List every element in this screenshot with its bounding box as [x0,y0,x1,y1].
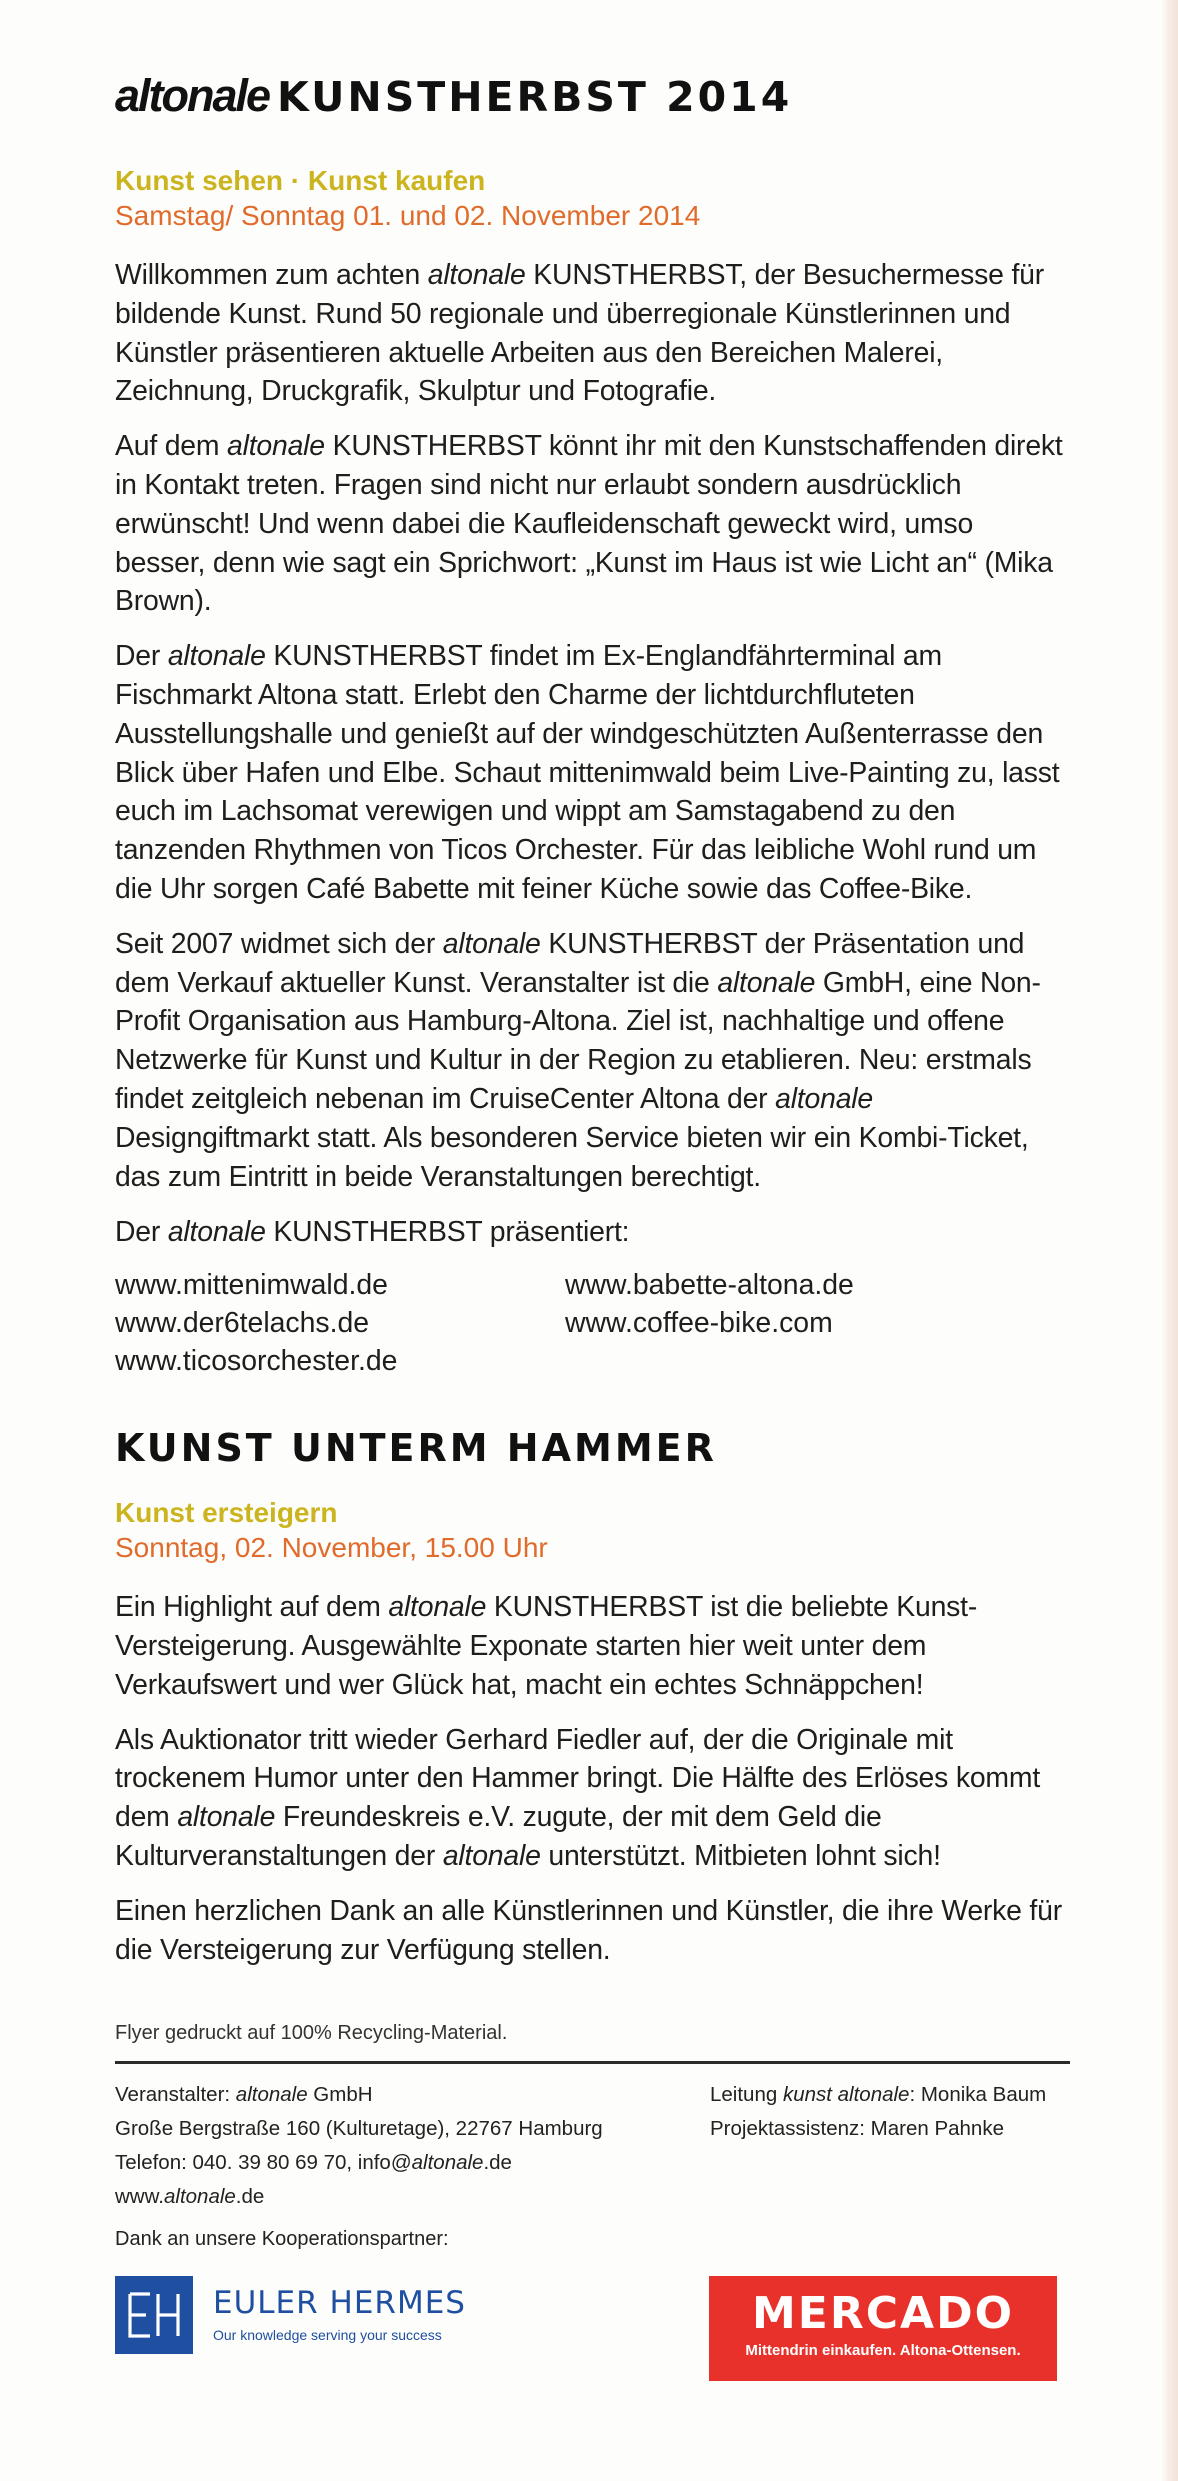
intro-paragraph-2: Auf dem altonale KUNSTHERBST könnt ihr mit den Kunstschaffenden direkt in Kontakt treten. Fragen sind nicht nur erlaubt sondern ausdrücklich erwünscht! Und wenn dabei die Kaufleidenschaft geweckt wird, umso besser, denn wie sagt ein Sprichwort: „Kunst im Haus ist wie Licht an“ (Mika Brown). [115,430,1063,618]
partners-label: Dank an unsere Kooperationspartner: [115,2228,449,2251]
auction-title: KUNST UNTERM HAMMER [115,1426,717,1471]
team-info [710,2078,1070,2214]
euler-hermes-name: EULER HERMES [213,2285,466,2322]
organizer-info [115,2078,603,2214]
organizer-line: Veranstalter: altonale GmbH [115,2083,373,2107]
euler-hermes-logo [115,2276,466,2354]
auction-date: Sonntag, 02. November, 15.00 Uhr [115,1532,548,1564]
address-line: Große Bergstraße 160 (Kulturetage), 22767 Hamburg [115,2117,603,2141]
footer-divider [115,2061,1070,2064]
assistant-line: Projektassistenz: Maren Pahnke [710,2117,1004,2141]
event-title: KUNSTHERBST 2014 [277,73,793,121]
link-ticosorchester[interactable]: www.ticosorchester.de [115,1345,398,1378]
kicker: Kunst sehen · Kunst kaufen [115,165,486,196]
link-mittenimwald[interactable]: www.mittenimwald.de [115,1269,388,1302]
intro-paragraph-1: Willkommen zum achten altonale KUNSTHERBST, der Besuchermesse für bildende Kunst. Rund 50 regionale und überregionale Künstlerinnen und Künstler präsentieren aktuelle Arbeiten aus den Bereichen Malerei, Zeichnung, Druckgrafik, Skulptur und Fotografie. [115,259,1044,408]
brand-logo-text: altonale [115,70,270,121]
main-title [115,70,1070,138]
euler-hermes-tagline: Our knowledge serving your success [213,2327,442,2344]
website-link[interactable]: www.altonale.de [115,2185,265,2209]
flyer-page [115,70,1070,2381]
intro-paragraph-3: Der altonale KUNSTHERBST findet im Ex-Englandfährterminal am Fischmarkt Altona statt. Erlebt den Charme der lichtdurchfluteten Ausstellungshalle und genießt auf der windgeschützten Außenterrasse den Blick über Hafen und Elbe. Schaut mittenimwald beim Live-Painting zu, lasst euch im Lachsomat verewigen und wippt am Samstagabend zu den tanzenden Rhythmen von Ticos Orchester. Für das leibliche Wohl rund um die Uhr sorgen Café Babette mit feiner Küche sowie das Coffee-Bike. [115,640,1060,905]
event-date: Samstag/ Sonntag 01. und 02. November 2014 [115,200,701,231]
mercado-name: MERCADO [752,2288,1014,2340]
recycling-note: Flyer gedruckt auf 100% Recycling-Material. [115,2022,508,2045]
auction-paragraph-3: Einen herzlichen Dank an alle Künstlerinnen und Künstler, die ihre Werke für die Versteigerung zur Verfügung stellen. [115,1894,1062,1966]
management-line: Leitung kunst altonale: Monika Baum [710,2083,1047,2107]
link-der6telachs[interactable]: www.der6telachs.de [115,1307,370,1340]
mercado-tagline: Mittendrin einkaufen. Altona-Ottensen. [745,2342,1021,2360]
auction-paragraph-2: Als Auktionator tritt wieder Gerhard Fiedler auf, der die Originale mit trockenem Humor unter den Hammer bringt. Die Hälfte des Erlöses kommt dem altonale Freundeskreis e.V. zugute, der mit dem Geld die Kulturveranstaltungen der altonale unterstützt. Mitbieten lohnt sich! [115,1723,1041,1872]
sponsor-logos [115,2276,1070,2381]
intro-paragraph-4: Seit 2007 widmet sich der altonale KUNSTHERBST der Präsentation und dem Verkauf aktueller Kunst. Veranstalter ist die altonale GmbH, eine Non-Profit Organisation aus Hamburg-Altona. Ziel ist, nachhaltige und offene Netzwerke für Kunst und Kultur in der Region zu etablieren. Neu: erstmals findet zeitgleich nebenan im CruiseCenter Altona der altonale Designgiftmarkt statt. Als besonderen Service bieten wir ein Kombi-Ticket, das zum Eintritt in beide Veranstaltungen berechtigt. [115,927,1041,1193]
auction-kicker: Kunst ersteigern [115,1497,338,1529]
euler-hermes-mark-icon [115,2276,193,2354]
phone-line: Telefon: 040. 39 80 69 70, info@altonale.de [115,2151,512,2175]
links-list [115,1266,1070,1380]
contacts [115,2078,1070,2214]
auction-paragraph-1: Ein Highlight auf dem altonale KUNSTHERBST ist die beliebte Kunst-Versteigerung. Ausgewählte Exponate starten hier weit unter dem Verkaufswert und wer Glück hat, macht ein echtes Schnäppchen! [115,1591,978,1701]
mercado-logo [709,2276,1057,2381]
link-babette[interactable]: www.babette-altona.de [565,1269,854,1302]
page-edge [1160,0,1178,2481]
link-coffee-bike[interactable]: www.coffee-bike.com [565,1307,833,1340]
presents-line: Der altonale KUNSTHERBST präsentiert: [115,1216,630,1249]
